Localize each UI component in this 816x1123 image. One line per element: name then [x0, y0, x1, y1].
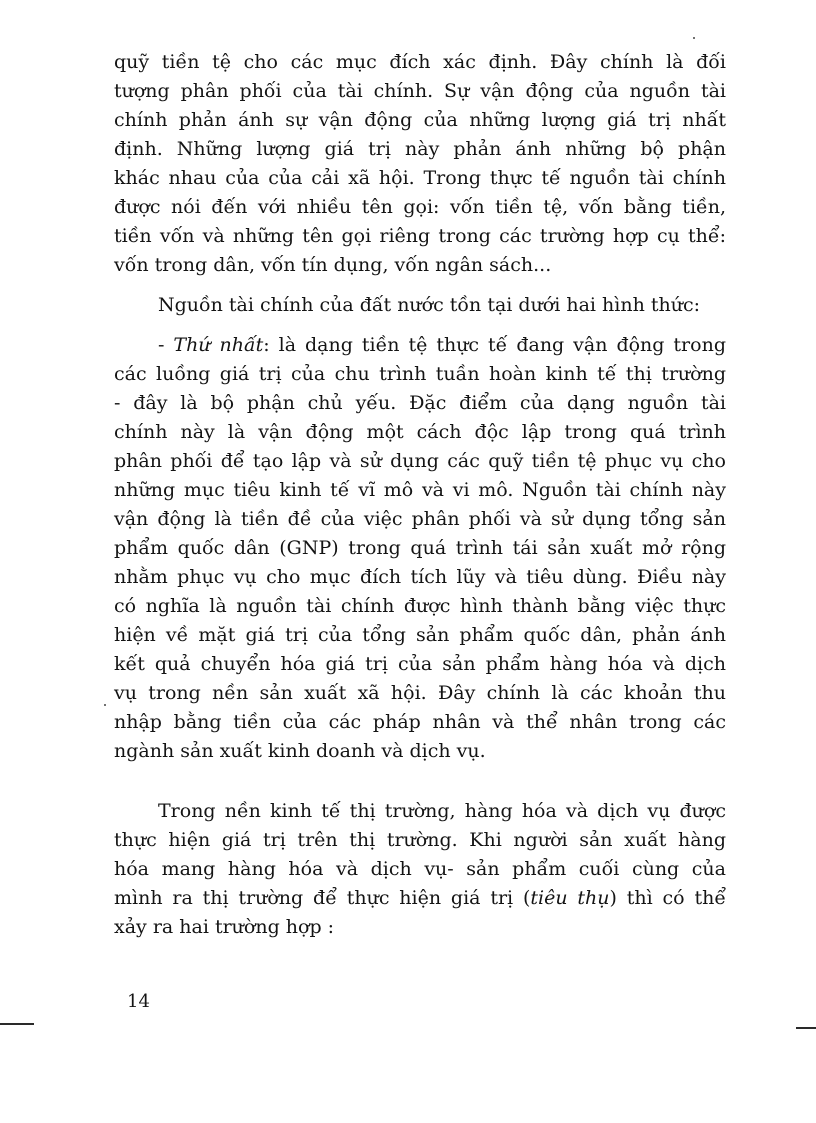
- text-line: vốn trong dân, vốn tín dụng, vốn ngân sách...: [114, 254, 552, 276]
- text-line: những mục tiêu kinh tế vĩ mô và vi mô. Nguồn tài chính này: [114, 479, 726, 501]
- bullet-dash: -: [158, 334, 174, 356]
- text-line: kết quả chuyển hóa giá trị của sản phẩm hàng hóa và dịch: [114, 653, 726, 675]
- text-line: chính này là vận động một cách độc lập trong quá trình: [114, 421, 726, 443]
- text-line: thực hiện giá trị trên thị trường. Khi người sản xuất hàng: [114, 829, 726, 851]
- text-run: ) thì có thể: [609, 887, 727, 909]
- document-page: [114, 48, 726, 942]
- scan-edge-mark-left: [0, 1023, 34, 1025]
- text-line: hóa mang hàng hóa và dịch vụ- sản phẩm cuối cùng của: [114, 858, 726, 880]
- text-line: định. Những lượng giá trị này phản ánh những bộ phận: [114, 138, 726, 160]
- text-line: tượng phân phối của tài chính. Sự vận động của nguồn tài: [114, 80, 726, 102]
- text-line: chính phản ánh sự vận động của những lượng giá trị nhất: [114, 109, 726, 131]
- text-line: có nghĩa là nguồn tài chính được hình thành bằng việc thực: [114, 595, 726, 617]
- text-line: nhập bằng tiền của các pháp nhân và thể nhân trong các: [114, 711, 726, 733]
- text-run: mình ra thị trường để thực hiện giá trị (: [114, 887, 531, 909]
- paragraph-2: [114, 291, 726, 320]
- text-line: các luồng giá trị của chu trình tuần hoàn kinh tế thị trường: [114, 363, 726, 385]
- italic-term: tiêu thụ: [530, 887, 610, 909]
- text-line: xảy ra hai trường hợp :: [114, 916, 335, 938]
- page-number: 14: [127, 991, 150, 1012]
- scan-edge-mark-right: [796, 1027, 816, 1029]
- text-line: khác nhau của của cải xã hội. Trong thực tế nguồn tài chính: [114, 167, 726, 189]
- text-line: được nói đến với nhiều tên gọi: vốn tiền tệ, vốn bằng tiền,: [114, 196, 726, 218]
- text-line: vận động là tiền đề của việc phân phối và sử dụng tổng sản: [114, 508, 726, 530]
- text-line-first: [114, 331, 726, 360]
- text-line-italic-mix: [114, 884, 726, 913]
- text-line: ngành sản xuất kinh doanh và dịch vụ.: [114, 740, 486, 762]
- text-line: - đây là bộ phận chủ yếu. Đặc điểm của dạng nguồn tài: [114, 392, 726, 414]
- text-line: hiện về mặt giá trị của tổng sản phẩm quốc dân, phản ánh: [114, 624, 726, 646]
- italic-term: Thứ nhất: [173, 334, 264, 356]
- text-line: phẩm quốc dân (GNP) trong quá trình tái sản xuất mở rộng: [114, 537, 726, 559]
- text-line: Trong nền kinh tế thị trường, hàng hóa và dịch vụ được: [158, 800, 726, 822]
- text-line: tiền vốn và những tên gọi riêng trong các trường hợp cụ thể:: [114, 225, 726, 247]
- text-run: : là dạng tiền tệ thực tế đang vận động trong: [263, 334, 726, 356]
- text-line: vụ trong nền sản xuất xã hội. Đây chính là các khoản thu: [114, 682, 726, 704]
- paragraph-4: [114, 797, 726, 942]
- text-line: quỹ tiền tệ cho các mục đích xác định. Đây chính là đối: [114, 51, 726, 73]
- scan-speck: [693, 37, 695, 39]
- text-line: nhằm phục vụ cho mục đích tích lũy và tiêu dùng. Điều này: [114, 566, 726, 588]
- text-line: phân phối để tạo lập và sử dụng các quỹ tiền tệ phục vụ cho: [114, 450, 726, 472]
- text-line: Nguồn tài chính của đất nước tồn tại dưới hai hình thức:: [158, 294, 701, 316]
- paragraph-3: [114, 331, 726, 766]
- paragraph-1: [114, 48, 726, 280]
- scan-speck: [104, 704, 106, 706]
